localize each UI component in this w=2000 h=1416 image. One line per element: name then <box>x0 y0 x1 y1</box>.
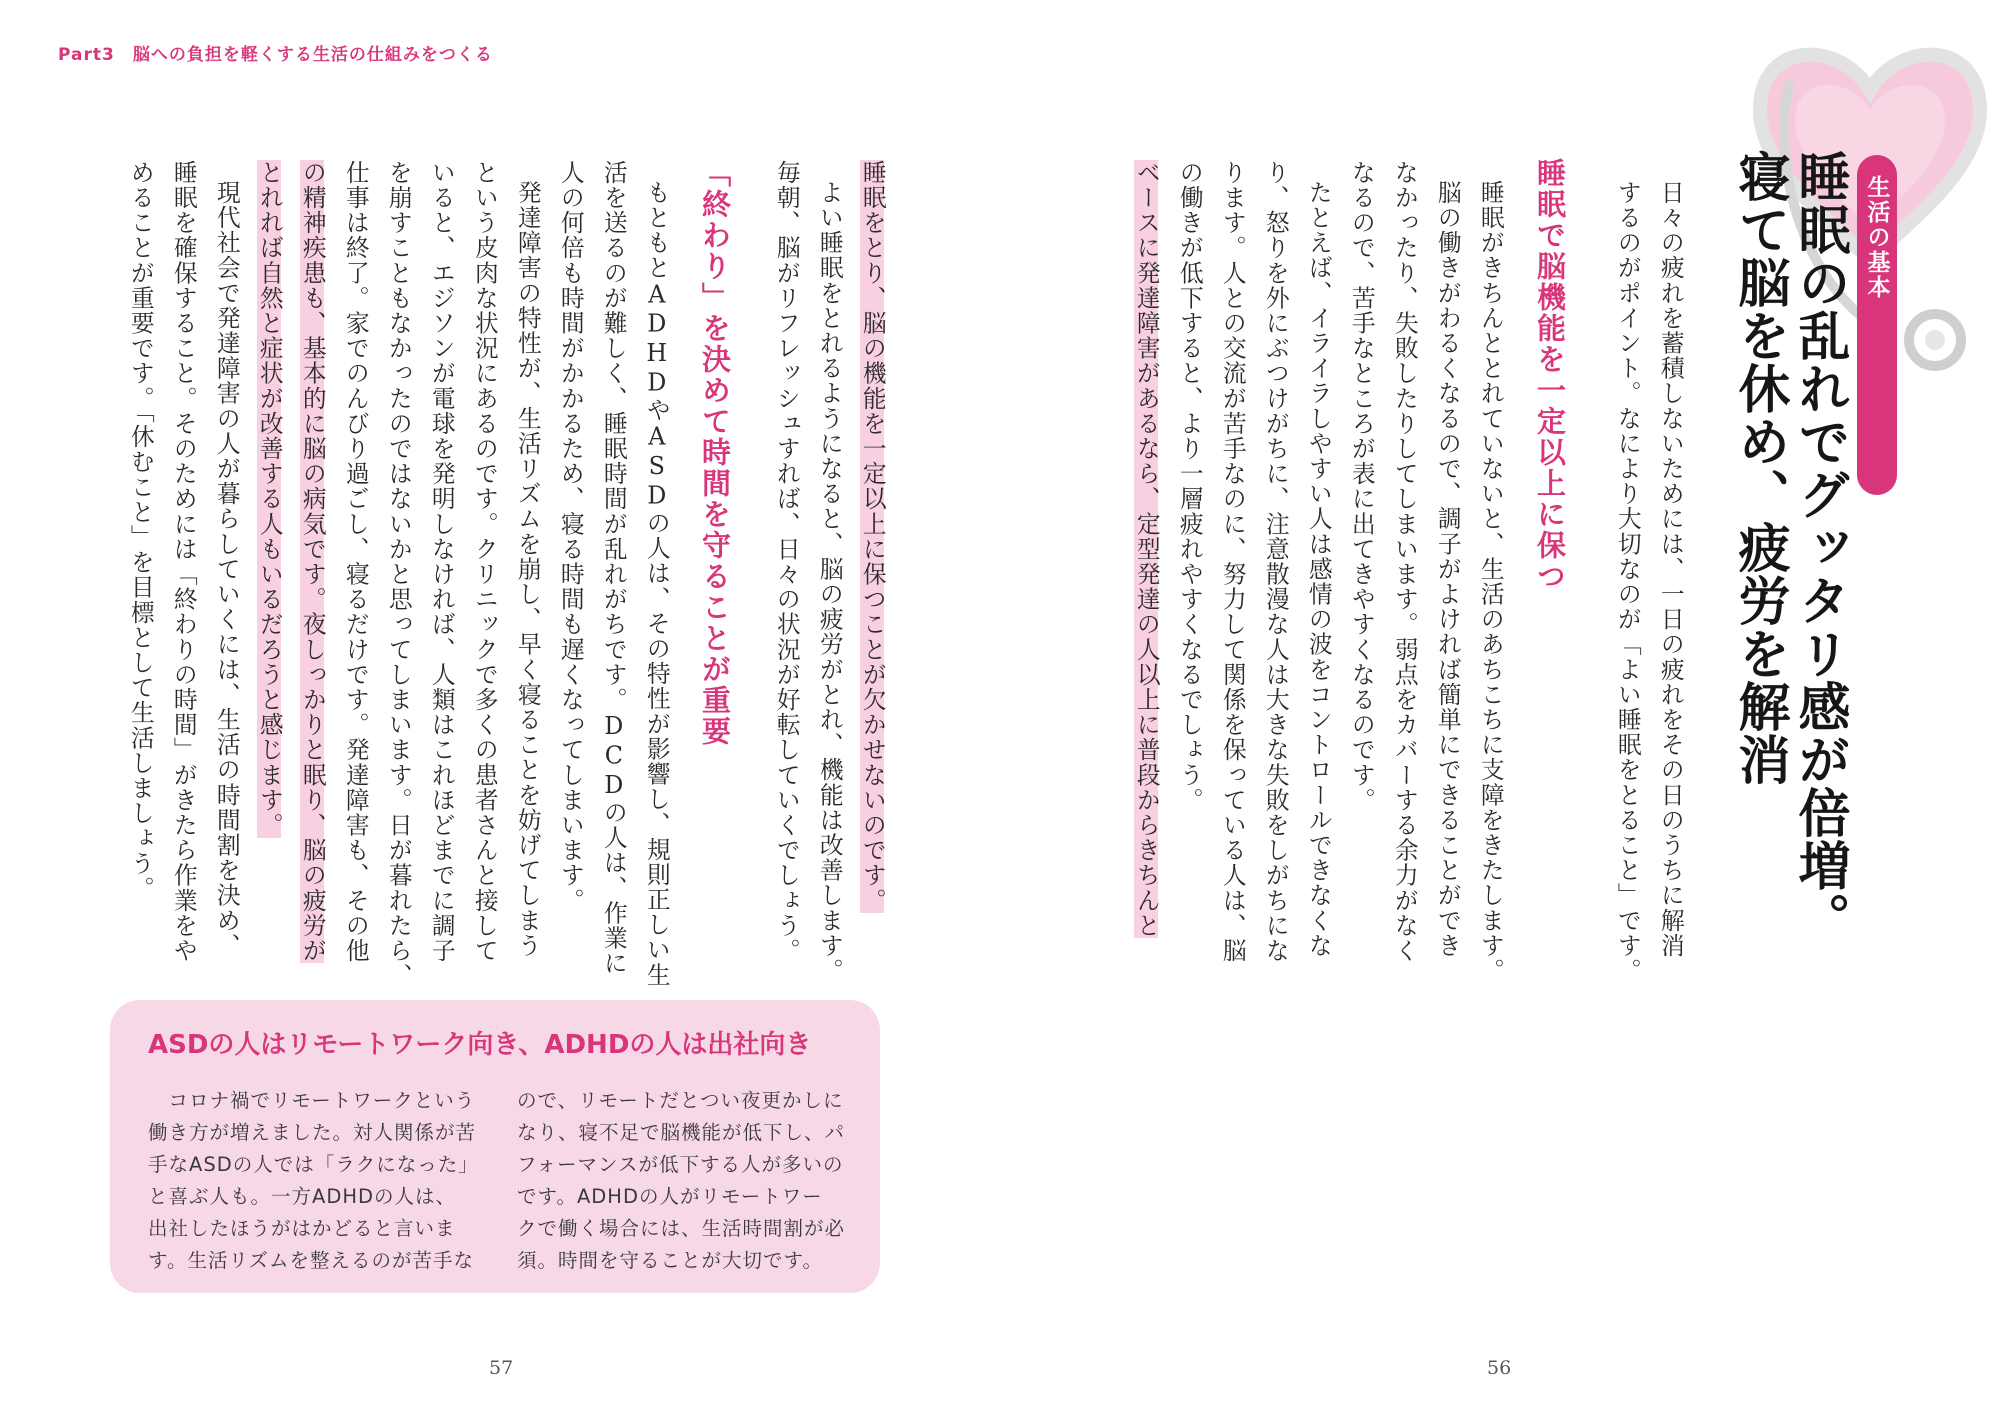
page-title-line-1: 睡眠の乱れでグッタリ感が倍増。 <box>1789 150 1849 945</box>
body-line: なるので、苦手なところが表に出てきやすくなるのです。 <box>1347 160 1376 813</box>
body-line: り、怒りを外にぶつけがちに、注意散漫な人は大きな失敗をしがちにな <box>1261 160 1290 964</box>
intro-line: 日々の疲れを蓄積しないためには、一日の疲れをその日のうちに解消 <box>1656 180 1685 959</box>
box-line: コロナ禍でリモートワークという <box>148 1089 476 1112</box>
body-line: という皮肉な状況にあるのです。クリニックで多くの患者さんと接して <box>470 160 499 964</box>
column-box-text-right <box>517 1085 845 1277</box>
page-number-left: 57 <box>489 1357 514 1379</box>
section-heading: 睡眠で脳機能を一定以上に保つ <box>1533 158 1567 592</box>
body-line-highlighted: とれれば自然と症状が改善する人もいるだろうと感じます。 <box>255 160 284 838</box>
body-line: なかったり、失敗したりしてしまいます。弱点をカバーする余力がなく <box>1390 160 1419 964</box>
body-line: めることが重要です。「休むこと」を目標として生活しましょう。 <box>126 160 155 902</box>
box-line: フォーマンスが低下する人が多いの <box>517 1153 844 1176</box>
body-line-highlighted: ベースに発達障害があるなら、定型発達の人以上に普段からきちんと <box>1132 160 1161 939</box>
body-line: 人の何倍も時間がかかるため、寝る時間も遅くなってしまいます。 <box>556 160 585 913</box>
body-line: 睡眠を確保すること。そのためには「終わりの時間」がきたら作業をや <box>169 160 198 964</box>
box-line: す。生活リズムを整えるのが苦手な <box>148 1249 475 1272</box>
body-line-highlighted: の精神疾患も、基本的に脳の病気です。夜しっかりと眠り、脳の疲労が <box>298 160 327 964</box>
box-line: ので、リモートだとつい夜更かしに <box>517 1089 844 1112</box>
body-line: 毎朝、脳がリフレッシュすれば、日々の状況が好転していくでしょう。 <box>772 160 801 964</box>
section-heading: 「終わり」を決めて時間を守ることが重要 <box>698 158 732 747</box>
part-header: Part3 脳への負担を軽くする生活の仕組みをつくる <box>58 45 493 65</box>
box-line: なり、寝不足で脳機能が低下し、パ <box>517 1121 846 1144</box>
box-line: 須。時間を守ることが大切です。 <box>517 1249 823 1272</box>
body-line: 仕事は終了。家でのんびり過ごし、寝るだけです。発達障害も、その他 <box>341 160 370 964</box>
body-line: の働きが低下すると、より一層疲れやすくなるでしょう。 <box>1175 160 1204 813</box>
body-line-highlighted: 睡眠をとり、脳の機能を一定以上に保つことが欠かせないのです。 <box>858 160 887 913</box>
page-number-right: 56 <box>1487 1357 1512 1379</box>
box-line: 出社したほうがはかどると言いま <box>148 1217 456 1240</box>
body-line: 睡眠がきちんととれていないと、生活のあちこちに支障をきたします。 <box>1476 180 1505 984</box>
body-line: よい睡眠をとれるようになると、脳の疲労がとれ、機能は改善します。 <box>815 180 844 984</box>
body-line: ります。人との交流が苦手なのに、努力して関係を保っている人は、脳 <box>1218 160 1247 964</box>
page-title-line-2: 寝て脳を休め、疲労を解消 <box>1729 150 1789 786</box>
box-line: クで働く場合には、生活時間割が必 <box>517 1217 846 1240</box>
body-line: たとえば、イライラしやすい人は感情の波をコントロールできなくな <box>1304 180 1333 959</box>
body-line: 現代社会で発達障害の人が暮らしていくには、生活の時間割を決め、 <box>212 180 241 959</box>
category-tag: 生活の基本 <box>1857 155 1897 495</box>
body-line: もともとADHDやASDの人は、その特性が影響し、規則正しい生 <box>642 180 671 988</box>
column-box-text-left <box>148 1085 479 1277</box>
box-line: と喜ぶ人も。一方ADHDの人は、 <box>148 1185 457 1208</box>
body-line: 活を送るのが難しく、睡眠時間が乱れがちです。DCDの人は、作業に <box>599 160 628 976</box>
box-line: 手なASDの人では「ラクになった」 <box>148 1153 479 1176</box>
box-line: 働き方が増えました。対人関係が苦 <box>148 1121 477 1144</box>
body-line: 発達障害の特性が、生活リズムを崩し、早く寝ることを妨げてしまう <box>513 180 542 959</box>
column-box-title: ASDの人はリモートワーク向き、ADHDの人は出社向き <box>148 1030 812 1060</box>
body-line: 脳の働きがわるくなるので、調子がよければ簡単にできることができ <box>1433 180 1462 959</box>
intro-line: するのがポイント。なにより大切なのが「よい睡眠をとること」です。 <box>1613 180 1642 984</box>
body-line: いると、エジソンが電球を発明しなければ、人類はこれほどまでに調子 <box>427 160 456 964</box>
box-line: です。ADHDの人がリモートワー <box>517 1185 823 1208</box>
body-line: を崩すこともなかったのではないかと思ってしまいます。日が暮れたら、 <box>384 160 413 989</box>
